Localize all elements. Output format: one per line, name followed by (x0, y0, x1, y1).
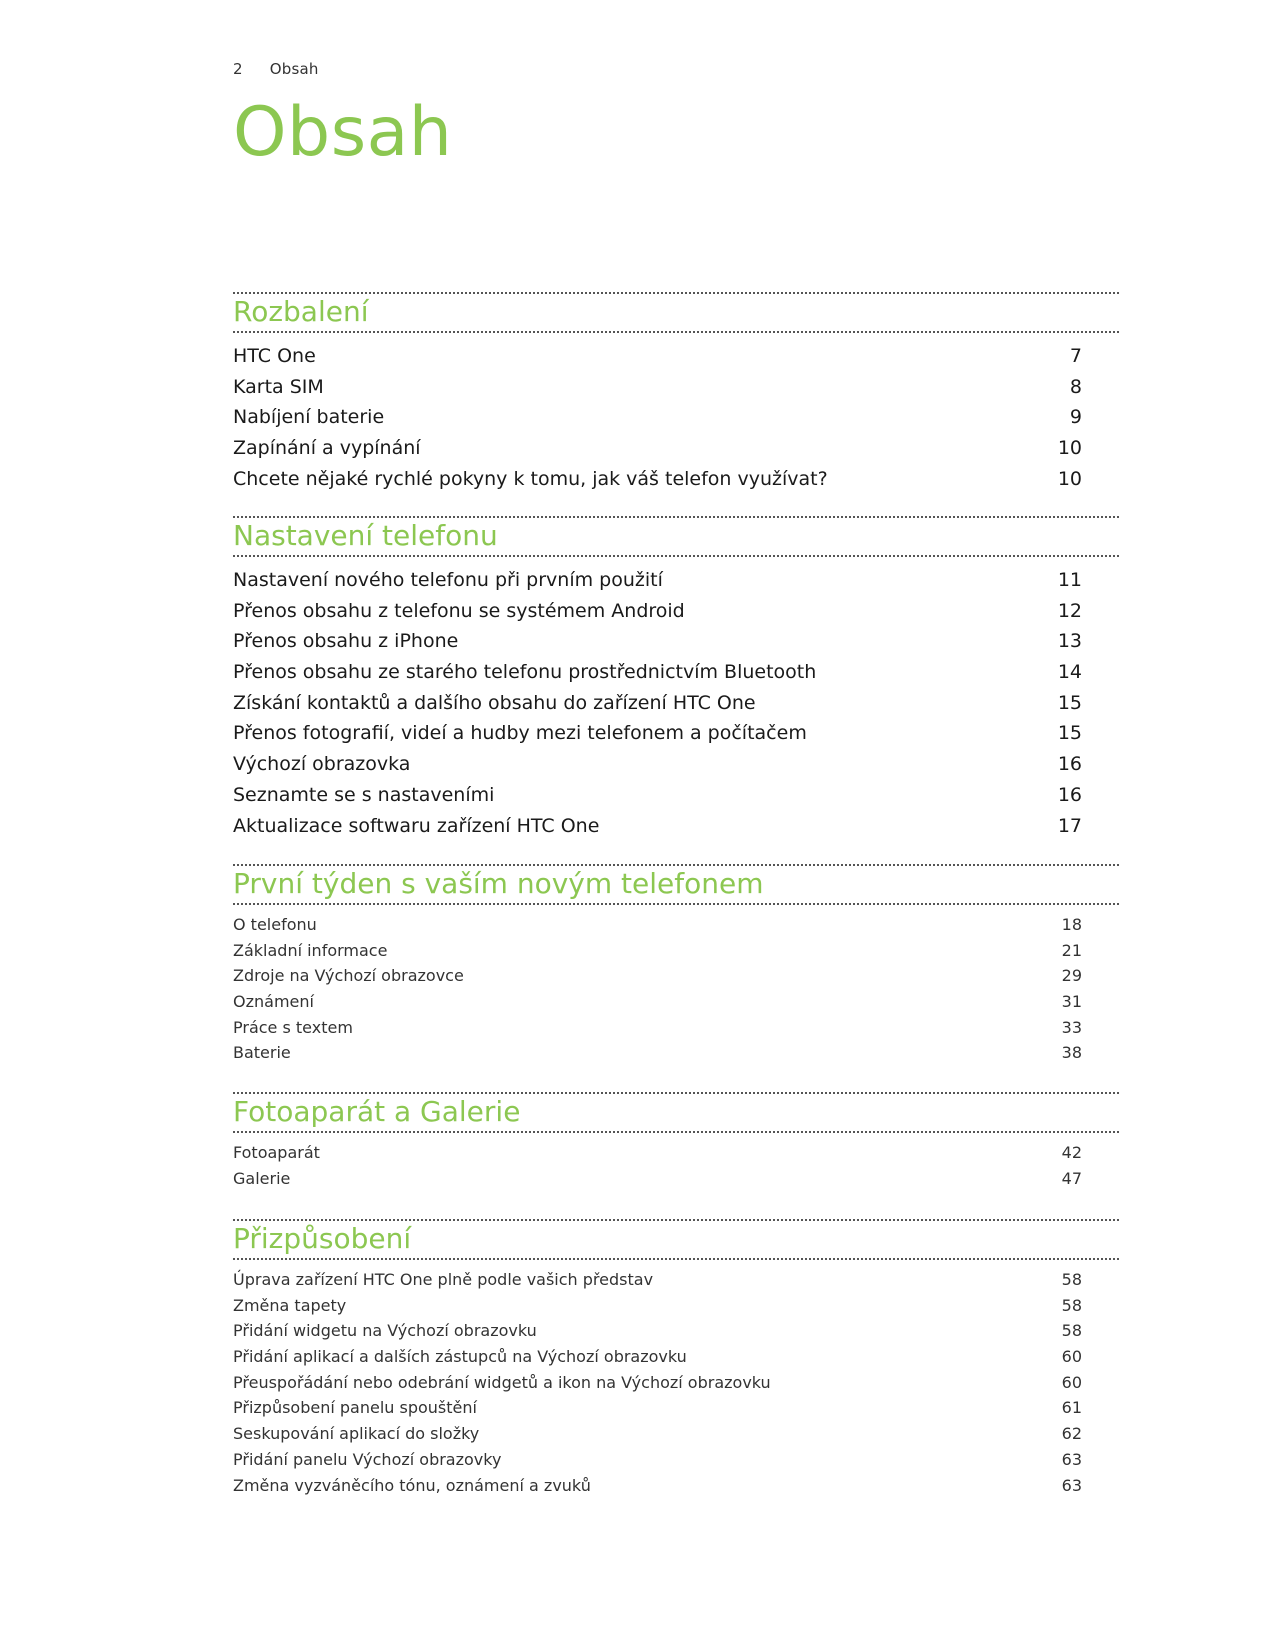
toc-entry-page: 9 (1069, 406, 1082, 429)
toc-entry-page: 63 (1061, 1475, 1082, 1495)
toc-entry-label: Základní informace (233, 940, 388, 960)
toc-entry-label: Fotoaparát (233, 1143, 320, 1162)
toc-section-nastaveni-telefonu (233, 516, 1119, 845)
section-title[interactable]: Nastavení telefonu (233, 519, 498, 552)
toc-entry-label: Změna tapety (233, 1295, 347, 1315)
toc-entry[interactable] (233, 1398, 1119, 1424)
toc-entry-page: 29 (1061, 966, 1082, 986)
toc-entry[interactable] (233, 1018, 1119, 1044)
toc-entry[interactable] (233, 600, 1119, 631)
toc-entry-label: Přenos fotografií, videí a hudby mezi telefonem a počítačem (233, 722, 807, 745)
header-section-name: Obsah (269, 60, 319, 78)
running-header (233, 60, 319, 78)
toc-entry-page: 16 (1057, 753, 1082, 776)
toc-entry[interactable] (233, 468, 1119, 499)
toc-entry-page: 62 (1061, 1424, 1082, 1444)
toc-entry[interactable] (233, 406, 1119, 437)
section-header (233, 1092, 1119, 1133)
toc-entry-label: Přeuspořádání nebo odebrání widgetů a ikon na Výchozí obrazovku (233, 1372, 771, 1392)
section-title[interactable]: Přizpůsobení (233, 1222, 412, 1255)
toc-entry-page: 60 (1061, 1372, 1082, 1392)
section-header (233, 516, 1119, 557)
toc-entry-label: Změna vyzváněcího tónu, oznámení a zvuků (233, 1475, 591, 1495)
toc-entry[interactable] (233, 376, 1119, 407)
toc-entry[interactable] (233, 915, 1119, 941)
toc-entry-label: Přenos obsahu z telefonu se systémem Android (233, 599, 685, 622)
toc-entry-page: 14 (1057, 661, 1082, 684)
toc-entry-label: Úprava zařízení HTC One plně podle vašich představ (233, 1270, 654, 1289)
toc-entry-label: Přizpůsobení panelu spouštění (233, 1398, 477, 1418)
toc-entry-page: 21 (1061, 940, 1082, 960)
toc-entry[interactable] (233, 1270, 1119, 1296)
toc-entry[interactable] (233, 437, 1119, 468)
toc-entry-page: 10 (1057, 437, 1082, 460)
toc-entry[interactable] (233, 345, 1119, 376)
toc-entry-label: Získání kontaktů a dalšího obsahu do zařízení HTC One (233, 691, 756, 714)
toc-entry[interactable] (233, 753, 1119, 784)
toc-entry[interactable] (233, 1169, 1119, 1195)
section-header (233, 292, 1119, 333)
section-title[interactable]: První týden s vaším novým telefonem (233, 867, 764, 900)
toc-entry-label: Přenos obsahu z iPhone (233, 630, 459, 653)
toc-entry-label: O telefonu (233, 915, 317, 934)
section-title[interactable]: Fotoaparát a Galerie (233, 1095, 521, 1128)
toc-entry[interactable] (233, 1424, 1119, 1450)
toc-entries (233, 915, 1119, 1069)
toc-entry-label: Přidání widgetu na Výchozí obrazovku (233, 1321, 537, 1341)
toc-entries (233, 345, 1119, 498)
toc-entry-page: 58 (1061, 1295, 1082, 1315)
toc-entry-label: Baterie (233, 1043, 291, 1063)
toc-entry-page: 8 (1069, 375, 1082, 398)
toc-entries (233, 569, 1119, 845)
toc-entry-page: 63 (1061, 1449, 1082, 1469)
toc-section-prvni-tyden (233, 864, 1119, 1069)
toc-entry-label: Seznamte se s nastaveními (233, 783, 495, 806)
toc-entry-label: Chcete nějaké rychlé pokyny k tomu, jak váš telefon využívat? (233, 467, 828, 490)
toc-entry[interactable] (233, 1296, 1119, 1322)
toc-entry[interactable] (233, 1043, 1119, 1069)
toc-entry[interactable] (233, 630, 1119, 661)
toc-entry[interactable] (233, 1373, 1119, 1399)
section-header (233, 1219, 1119, 1260)
toc-entries (233, 1143, 1119, 1194)
toc-entry[interactable] (233, 661, 1119, 692)
toc-entry[interactable] (233, 1450, 1119, 1476)
toc-entry-label: Přidání panelu Výchozí obrazovky (233, 1449, 502, 1469)
toc-entry-page: 17 (1057, 814, 1082, 837)
toc-entry-label: Výchozí obrazovka (233, 753, 411, 776)
toc-entry-page: 58 (1061, 1270, 1082, 1289)
toc-entry-page: 15 (1057, 691, 1082, 714)
toc-entry-page: 61 (1061, 1398, 1082, 1418)
toc-section-fotoaparat-galerie (233, 1092, 1119, 1194)
toc-entry-label: Galerie (233, 1168, 291, 1188)
toc-entry-label: Nabíjení baterie (233, 406, 385, 429)
toc-entry-page: 15 (1057, 722, 1082, 745)
toc-entry[interactable] (233, 569, 1119, 600)
toc-entry-page: 33 (1061, 1017, 1082, 1037)
toc-entry[interactable] (233, 941, 1119, 967)
toc-entry[interactable] (233, 1347, 1119, 1373)
toc-entry-label: Přenos obsahu ze starého telefonu prostřednictvím Bluetooth (233, 661, 817, 684)
toc-entries (233, 1270, 1119, 1501)
toc-entry-label: HTC One (233, 345, 316, 367)
toc-entry-page: 31 (1061, 992, 1082, 1012)
toc-entry-page: 12 (1057, 599, 1082, 622)
toc-entry-label: Oznámení (233, 992, 314, 1012)
toc-entry-label: Zdroje na Výchozí obrazovce (233, 966, 464, 986)
toc-entry[interactable] (233, 1476, 1119, 1502)
toc-entry-page: 13 (1057, 630, 1082, 653)
toc-entry[interactable] (233, 815, 1119, 846)
toc-entry[interactable] (233, 784, 1119, 815)
toc-entry-page: 18 (1061, 915, 1082, 934)
toc-section-prizpusobeni (233, 1219, 1119, 1501)
toc-entry[interactable] (233, 722, 1119, 753)
section-header (233, 864, 1119, 905)
toc-entry-page: 7 (1069, 345, 1082, 367)
toc-entry-label: Přidání aplikací a dalších zástupců na Výchozí obrazovku (233, 1347, 687, 1367)
header-page-number: 2 (233, 60, 243, 78)
toc-entry-page: 42 (1061, 1143, 1082, 1162)
toc-entry-page: 47 (1061, 1168, 1082, 1188)
toc-entry-page: 58 (1061, 1321, 1082, 1341)
toc-entry[interactable] (233, 1143, 1119, 1169)
toc-entry-page: 10 (1057, 467, 1082, 490)
toc-entry-page: 38 (1061, 1043, 1082, 1063)
toc-entry[interactable] (233, 966, 1119, 992)
toc-entry-label: Seskupování aplikací do složky (233, 1424, 480, 1444)
toc-entry-label: Zapínání a vypínání (233, 437, 421, 460)
toc-entry[interactable] (233, 692, 1119, 723)
toc-entry-label: Aktualizace softwaru zařízení HTC One (233, 814, 600, 837)
toc-entry-page: 60 (1061, 1347, 1082, 1367)
page-title: Obsah (233, 93, 453, 172)
toc-section-rozbaleni (233, 292, 1119, 498)
toc-entry-page: 16 (1057, 783, 1082, 806)
toc-entry-label: Karta SIM (233, 375, 324, 398)
toc-entry-page: 11 (1057, 569, 1082, 591)
toc-entry[interactable] (233, 1321, 1119, 1347)
toc-entry-label: Práce s textem (233, 1017, 353, 1037)
section-title[interactable]: Rozbalení (233, 295, 369, 328)
toc-entry-label: Nastavení nového telefonu při prvním použití (233, 569, 663, 591)
toc-entry[interactable] (233, 992, 1119, 1018)
